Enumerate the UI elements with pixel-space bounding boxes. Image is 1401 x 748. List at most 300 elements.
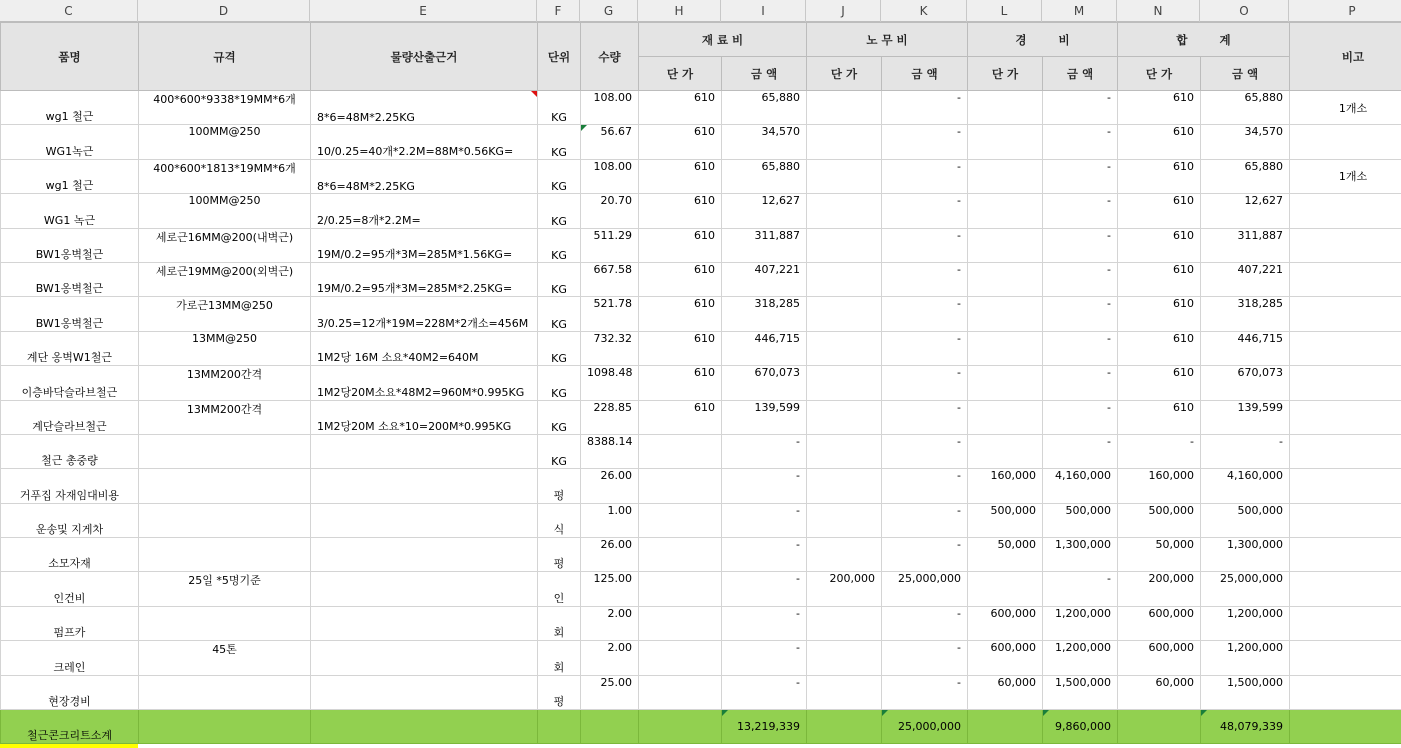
cell-calc-basis[interactable] — [311, 606, 538, 640]
cell-material-unit-price[interactable]: 610 — [639, 297, 722, 331]
cell-expense-amount[interactable]: - — [1043, 331, 1118, 365]
cell-material-unit-price[interactable] — [639, 572, 722, 606]
cell-material-amount[interactable]: 139,599 — [722, 400, 807, 434]
column-letter[interactable]: N — [1117, 0, 1200, 22]
header-note[interactable]: 비고 — [1290, 23, 1401, 91]
cell-spec[interactable] — [139, 503, 311, 537]
cell-expense-amount[interactable]: - — [1043, 366, 1118, 400]
cell-item[interactable]: wg1 철근 — [1, 159, 139, 193]
cell-unit[interactable]: KG — [538, 125, 581, 159]
cell-expense-unit-price[interactable]: 50,000 — [968, 538, 1043, 572]
cell-spec[interactable] — [139, 538, 311, 572]
cell-quantity[interactable]: 1.00 — [581, 503, 639, 537]
cell-expense-amount[interactable]: 1,300,000 — [1043, 538, 1118, 572]
cell-labor-unit-price[interactable] — [807, 297, 882, 331]
cell-labor-unit-price[interactable] — [807, 125, 882, 159]
cell-expense-unit-price[interactable]: 500,000 — [968, 503, 1043, 537]
cell-item[interactable]: 계단 옹벽W1철근 — [1, 331, 139, 365]
cell-material-unit-price[interactable] — [639, 469, 722, 503]
cell-expense-amount[interactable]: 1,500,000 — [1043, 675, 1118, 709]
cell-unit[interactable]: 평 — [538, 675, 581, 709]
cell-total-unit-price[interactable]: 500,000 — [1118, 503, 1201, 537]
cell-spec[interactable]: 25일 *5명기준 — [139, 572, 311, 606]
cell-labor-amount[interactable]: - — [882, 606, 968, 640]
column-letter[interactable]: O — [1200, 0, 1289, 22]
cell-labor-amount[interactable]: - — [882, 297, 968, 331]
cell-labor-unit-price[interactable] — [807, 262, 882, 296]
cell-labor-amount[interactable]: - — [882, 675, 968, 709]
cell-labor-unit-price[interactable] — [807, 538, 882, 572]
column-letter[interactable]: C — [0, 0, 138, 22]
cell-item[interactable]: 펌프카 — [1, 606, 139, 640]
cell-calc-basis[interactable]: 2/0.25=8개*2.2M= — [311, 194, 538, 228]
cell-total-amount[interactable]: - — [1201, 434, 1290, 468]
cell-material-amount[interactable]: - — [722, 606, 807, 640]
cell-labor-unit-price[interactable] — [807, 331, 882, 365]
cell-calc-basis[interactable] — [311, 572, 538, 606]
cell-total-amount[interactable]: 500,000 — [1201, 503, 1290, 537]
cell-unit[interactable]: 회 — [538, 606, 581, 640]
cell-total-unit-price[interactable]: 60,000 — [1118, 675, 1201, 709]
cell-total-amount[interactable]: 65,880 — [1201, 91, 1290, 125]
header-expense[interactable]: 경 비 — [968, 23, 1118, 57]
cell-material-unit-price[interactable] — [639, 606, 722, 640]
cell-note[interactable] — [1290, 538, 1401, 572]
highlighted-cell[interactable] — [0, 744, 138, 748]
cell-unit[interactable]: KG — [538, 91, 581, 125]
cell-expense-unit-price[interactable] — [968, 262, 1043, 296]
cell-total-amount[interactable]: 4,160,000 — [1201, 469, 1290, 503]
cell-expense-amount[interactable]: - — [1043, 228, 1118, 262]
cell-unit[interactable]: 식 — [538, 503, 581, 537]
cell-total-amount[interactable]: 1,500,000 — [1201, 675, 1290, 709]
cell-expense-amount[interactable]: - — [1043, 125, 1118, 159]
cell-total-amount[interactable]: 318,285 — [1201, 297, 1290, 331]
cell-expense-amount[interactable]: - — [1043, 297, 1118, 331]
cell-quantity[interactable]: 56.67 — [581, 125, 639, 159]
column-letter[interactable]: H — [638, 0, 721, 22]
cell-material-amount[interactable]: - — [722, 469, 807, 503]
cell-labor-unit-price[interactable] — [807, 606, 882, 640]
cell-expense-unit-price[interactable] — [968, 366, 1043, 400]
cell-expense-unit-price[interactable] — [968, 331, 1043, 365]
cell-note[interactable] — [1290, 675, 1401, 709]
cell-total-amount[interactable]: 12,627 — [1201, 194, 1290, 228]
cell-unit[interactable]: KG — [538, 194, 581, 228]
header-material-cost[interactable]: 재 료 비 — [639, 23, 807, 57]
cell-quantity[interactable]: 26.00 — [581, 469, 639, 503]
cell-note[interactable] — [1290, 228, 1401, 262]
cell-material-unit-price[interactable] — [639, 503, 722, 537]
cell-note[interactable] — [1290, 641, 1401, 675]
column-letter[interactable]: L — [967, 0, 1042, 22]
cell-labor-amount[interactable]: - — [882, 262, 968, 296]
cell-total-unit-price[interactable]: 610 — [1118, 366, 1201, 400]
cell-material-unit-price[interactable] — [639, 538, 722, 572]
cell-quantity[interactable]: 228.85 — [581, 400, 639, 434]
cell-unit[interactable]: KG — [538, 159, 581, 193]
cell-item[interactable]: WG1녹근 — [1, 125, 139, 159]
column-letter[interactable]: M — [1042, 0, 1117, 22]
cell-calc-basis[interactable] — [311, 469, 538, 503]
cell-spec[interactable]: 45톤 — [139, 641, 311, 675]
cell-unit[interactable]: 평 — [538, 538, 581, 572]
cell-expense-amount[interactable]: 500,000 — [1043, 503, 1118, 537]
cell-expense-unit-price[interactable] — [968, 434, 1043, 468]
cell-total-unit-price[interactable]: 610 — [1118, 400, 1201, 434]
cell-material-unit-price[interactable]: 610 — [639, 400, 722, 434]
cell-spec[interactable]: 400*600*9338*19MM*6개 — [139, 91, 311, 125]
cell-total-amount[interactable]: 139,599 — [1201, 400, 1290, 434]
cell-note[interactable] — [1290, 331, 1401, 365]
subtotal-empty-cell[interactable] — [581, 710, 639, 744]
cell-total-amount[interactable]: 407,221 — [1201, 262, 1290, 296]
cell-labor-amount[interactable]: - — [882, 125, 968, 159]
cell-calc-basis[interactable]: 8*6=48M*2.25KG — [311, 159, 538, 193]
header-expense-unit-price[interactable]: 단 가 — [968, 57, 1043, 91]
cell-labor-unit-price[interactable] — [807, 159, 882, 193]
cell-item[interactable]: 이층바닥슬라브철근 — [1, 366, 139, 400]
column-letter[interactable]: F — [537, 0, 580, 22]
cell-labor-unit-price[interactable]: 200,000 — [807, 572, 882, 606]
cell-total-amount[interactable]: 34,570 — [1201, 125, 1290, 159]
cell-note[interactable]: 1개소 — [1290, 91, 1401, 125]
cell-material-amount[interactable]: - — [722, 538, 807, 572]
cell-total-unit-price[interactable]: 610 — [1118, 262, 1201, 296]
cell-total-unit-price[interactable]: 610 — [1118, 228, 1201, 262]
subtotal-empty-cell[interactable] — [538, 710, 581, 744]
cell-labor-amount[interactable]: 25,000,000 — [882, 572, 968, 606]
cell-calc-basis[interactable]: 19M/0.2=95개*3M=285M*1.56KG= — [311, 228, 538, 262]
cell-labor-unit-price[interactable] — [807, 434, 882, 468]
header-unit[interactable]: 단위 — [538, 23, 581, 91]
subtotal-material-amount[interactable]: 13,219,339 — [722, 710, 807, 744]
cell-note[interactable] — [1290, 434, 1401, 468]
cell-note[interactable] — [1290, 572, 1401, 606]
cell-spec[interactable]: 세로근16MM@200(내벽근) — [139, 228, 311, 262]
cell-total-amount[interactable]: 25,000,000 — [1201, 572, 1290, 606]
cell-spec[interactable] — [139, 606, 311, 640]
cell-material-unit-price[interactable]: 610 — [639, 331, 722, 365]
cell-expense-unit-price[interactable] — [968, 194, 1043, 228]
cell-material-amount[interactable]: 670,073 — [722, 366, 807, 400]
cell-material-unit-price[interactable]: 610 — [639, 91, 722, 125]
cell-expense-amount[interactable]: 4,160,000 — [1043, 469, 1118, 503]
column-letter[interactable]: D — [138, 0, 310, 22]
cell-material-amount[interactable]: 446,715 — [722, 331, 807, 365]
cell-labor-amount[interactable]: - — [882, 366, 968, 400]
cell-calc-basis[interactable] — [311, 641, 538, 675]
cell-note[interactable] — [1290, 194, 1401, 228]
cell-expense-amount[interactable]: - — [1043, 194, 1118, 228]
cell-item[interactable]: 현장경비 — [1, 675, 139, 709]
cell-expense-amount[interactable]: - — [1043, 91, 1118, 125]
cell-note[interactable] — [1290, 469, 1401, 503]
cell-item[interactable]: BW1옹벽철근 — [1, 297, 139, 331]
cell-expense-amount[interactable]: - — [1043, 572, 1118, 606]
cell-unit[interactable]: KG — [538, 331, 581, 365]
cell-material-unit-price[interactable]: 610 — [639, 262, 722, 296]
header-item[interactable]: 품명 — [1, 23, 139, 91]
cell-expense-amount[interactable]: 1,200,000 — [1043, 606, 1118, 640]
cell-item[interactable]: 철근 총중량 — [1, 434, 139, 468]
cell-material-unit-price[interactable]: 610 — [639, 366, 722, 400]
cell-note[interactable] — [1290, 262, 1401, 296]
cell-spec[interactable]: 13MM200간격 — [139, 400, 311, 434]
cell-total-unit-price[interactable]: 50,000 — [1118, 538, 1201, 572]
header-labor-amount[interactable]: 금 액 — [882, 57, 968, 91]
cell-expense-amount[interactable]: - — [1043, 434, 1118, 468]
subtotal-total-amount[interactable]: 48,079,339 — [1201, 710, 1290, 744]
cell-item[interactable]: WG1 녹근 — [1, 194, 139, 228]
subtotal-empty-cell[interactable] — [639, 710, 722, 744]
subtotal-empty-cell[interactable] — [139, 710, 311, 744]
cell-calc-basis[interactable] — [311, 503, 538, 537]
cell-labor-unit-price[interactable] — [807, 675, 882, 709]
cell-unit[interactable]: 평 — [538, 469, 581, 503]
cell-material-unit-price[interactable]: 610 — [639, 228, 722, 262]
cell-total-unit-price[interactable]: 200,000 — [1118, 572, 1201, 606]
cell-spec[interactable]: 100MM@250 — [139, 194, 311, 228]
cell-item[interactable]: 인건비 — [1, 572, 139, 606]
cell-note[interactable] — [1290, 503, 1401, 537]
column-letter[interactable]: J — [806, 0, 881, 22]
cell-quantity[interactable]: 732.32 — [581, 331, 639, 365]
cell-expense-amount[interactable]: - — [1043, 262, 1118, 296]
cell-expense-amount[interactable]: - — [1043, 400, 1118, 434]
subtotal-empty-cell[interactable] — [807, 710, 882, 744]
header-labor-unit-price[interactable]: 단 가 — [807, 57, 882, 91]
column-letter[interactable]: G — [580, 0, 638, 22]
cell-material-amount[interactable]: - — [722, 434, 807, 468]
cell-expense-unit-price[interactable] — [968, 159, 1043, 193]
cell-spec[interactable]: 13MM200간격 — [139, 366, 311, 400]
cell-calc-basis[interactable]: 1M2당 16M 소요*40M2=640M — [311, 331, 538, 365]
cell-total-amount[interactable]: 1,200,000 — [1201, 606, 1290, 640]
cell-expense-unit-price[interactable] — [968, 228, 1043, 262]
cell-calc-basis[interactable]: 10/0.25=40개*2.2M=88M*0.56KG= — [311, 125, 538, 159]
header-total-unit-price[interactable]: 단 가 — [1118, 57, 1201, 91]
cell-total-unit-price[interactable]: 610 — [1118, 125, 1201, 159]
header-labor-cost[interactable]: 노 무 비 — [807, 23, 968, 57]
cell-calc-basis[interactable]: 8*6=48M*2.25KG — [311, 91, 538, 125]
cell-calc-basis[interactable] — [311, 538, 538, 572]
cell-total-unit-price[interactable]: 600,000 — [1118, 641, 1201, 675]
cell-expense-unit-price[interactable] — [968, 125, 1043, 159]
cell-expense-unit-price[interactable]: 600,000 — [968, 606, 1043, 640]
subtotal-label[interactable]: 철근콘크리트소계 — [1, 710, 139, 744]
table-row — [1, 297, 1401, 331]
cell-spec[interactable] — [139, 434, 311, 468]
cell-material-amount[interactable]: 12,627 — [722, 194, 807, 228]
cell-note[interactable] — [1290, 366, 1401, 400]
column-letter[interactable]: E — [310, 0, 537, 22]
cell-labor-amount[interactable]: - — [882, 331, 968, 365]
cell-material-amount[interactable]: 65,880 — [722, 159, 807, 193]
cell-quantity[interactable]: 108.00 — [581, 159, 639, 193]
cell-total-amount[interactable]: 1,300,000 — [1201, 538, 1290, 572]
cell-unit[interactable]: KG — [538, 228, 581, 262]
cell-material-unit-price[interactable]: 610 — [639, 125, 722, 159]
cell-spec[interactable]: 400*600*1813*19MM*6개 — [139, 159, 311, 193]
cell-quantity[interactable]: 25.00 — [581, 675, 639, 709]
header-expense-amount[interactable]: 금 액 — [1043, 57, 1118, 91]
cell-expense-unit-price[interactable]: 600,000 — [968, 641, 1043, 675]
subtotal-expense-amount[interactable]: 9,860,000 — [1043, 710, 1118, 744]
subtotal-empty-cell[interactable] — [968, 710, 1043, 744]
cell-labor-unit-price[interactable] — [807, 91, 882, 125]
cell-labor-amount[interactable]: - — [882, 194, 968, 228]
cell-labor-unit-price[interactable] — [807, 228, 882, 262]
cell-expense-unit-price[interactable] — [968, 572, 1043, 606]
cell-total-unit-price[interactable]: 610 — [1118, 297, 1201, 331]
cell-material-amount[interactable]: 34,570 — [722, 125, 807, 159]
cell-expense-amount[interactable]: - — [1043, 159, 1118, 193]
cell-labor-unit-price[interactable] — [807, 469, 882, 503]
cell-total-amount[interactable]: 670,073 — [1201, 366, 1290, 400]
cell-calc-basis[interactable]: 1M2당20M소요*48M2=960M*0.995KG — [311, 366, 538, 400]
subtotal-labor-amount[interactable]: 25,000,000 — [882, 710, 968, 744]
cell-calc-basis[interactable]: 19M/0.2=95개*3M=285M*2.25KG= — [311, 262, 538, 296]
cell-spec[interactable]: 가로근13MM@250 — [139, 297, 311, 331]
cell-labor-amount[interactable]: - — [882, 400, 968, 434]
cell-labor-amount[interactable]: - — [882, 641, 968, 675]
column-letter[interactable]: I — [721, 0, 806, 22]
cell-material-amount[interactable]: 318,285 — [722, 297, 807, 331]
cell-quantity[interactable]: 125.00 — [581, 572, 639, 606]
cell-total-unit-price[interactable]: 610 — [1118, 331, 1201, 365]
cell-labor-unit-price[interactable] — [807, 366, 882, 400]
cell-quantity[interactable]: 2.00 — [581, 606, 639, 640]
cell-unit[interactable]: KG — [538, 297, 581, 331]
cell-total-amount[interactable]: 65,880 — [1201, 159, 1290, 193]
cell-quantity[interactable]: 667.58 — [581, 262, 639, 296]
cell-note[interactable] — [1290, 297, 1401, 331]
cell-expense-unit-price[interactable] — [968, 400, 1043, 434]
column-letter[interactable]: P — [1289, 0, 1401, 22]
cell-material-unit-price[interactable]: 610 — [639, 159, 722, 193]
cell-spec[interactable] — [139, 675, 311, 709]
cell-item[interactable]: 운송및 지게차 — [1, 503, 139, 537]
cell-calc-basis[interactable] — [311, 434, 538, 468]
cell-item[interactable]: 거푸집 자재임대비용 — [1, 469, 139, 503]
cell-labor-amount[interactable]: - — [882, 503, 968, 537]
cell-quantity[interactable]: 20.70 — [581, 194, 639, 228]
cell-labor-amount[interactable]: - — [882, 538, 968, 572]
cell-labor-unit-price[interactable] — [807, 194, 882, 228]
header-quantity[interactable]: 수량 — [581, 23, 639, 91]
cell-unit[interactable]: 인 — [538, 572, 581, 606]
cell-labor-amount[interactable]: - — [882, 91, 968, 125]
cell-spec[interactable]: 세로근19MM@200(외벽근) — [139, 262, 311, 296]
cell-material-amount[interactable]: 407,221 — [722, 262, 807, 296]
cell-item[interactable]: BW1옹벽철근 — [1, 228, 139, 262]
cell-material-amount[interactable]: - — [722, 675, 807, 709]
cell-material-unit-price[interactable] — [639, 434, 722, 468]
cell-material-unit-price[interactable] — [639, 641, 722, 675]
cell-total-amount[interactable]: 311,887 — [1201, 228, 1290, 262]
cell-unit[interactable]: KG — [538, 434, 581, 468]
subtotal-empty-cell[interactable] — [1118, 710, 1201, 744]
cell-item[interactable]: BW1옹벽철근 — [1, 262, 139, 296]
cell-material-amount[interactable]: - — [722, 503, 807, 537]
cell-material-amount[interactable]: 65,880 — [722, 91, 807, 125]
cell-quantity[interactable]: 1098.48 — [581, 366, 639, 400]
cell-labor-unit-price[interactable] — [807, 641, 882, 675]
header-material-unit-price[interactable]: 단 가 — [639, 57, 722, 91]
cell-labor-amount[interactable]: - — [882, 469, 968, 503]
cell-quantity[interactable]: 511.29 — [581, 228, 639, 262]
cell-spec[interactable]: 100MM@250 — [139, 125, 311, 159]
cell-calc-basis[interactable]: 3/0.25=12개*19M=228M*2개소=456M — [311, 297, 538, 331]
subtotal-empty-cell[interactable] — [1290, 710, 1401, 744]
cell-note[interactable] — [1290, 125, 1401, 159]
subtotal-empty-cell[interactable] — [311, 710, 538, 744]
cell-total-unit-price[interactable]: 160,000 — [1118, 469, 1201, 503]
cell-expense-unit-price[interactable] — [968, 297, 1043, 331]
column-letter[interactable]: K — [881, 0, 967, 22]
cell-item[interactable]: wg1 철근 — [1, 91, 139, 125]
cell-total-unit-price[interactable]: 600,000 — [1118, 606, 1201, 640]
cell-quantity[interactable]: 2.00 — [581, 641, 639, 675]
cell-quantity[interactable]: 8388.14 — [581, 434, 639, 468]
cell-expense-unit-price[interactable] — [968, 91, 1043, 125]
cell-labor-amount[interactable]: - — [882, 228, 968, 262]
cell-unit[interactable]: KG — [538, 262, 581, 296]
cell-calc-basis[interactable] — [311, 675, 538, 709]
cell-labor-unit-price[interactable] — [807, 400, 882, 434]
header-calc-basis[interactable]: 물량산출근거 — [311, 23, 538, 91]
cell-labor-amount[interactable]: - — [882, 159, 968, 193]
cell-quantity[interactable]: 108.00 — [581, 91, 639, 125]
cell-spec[interactable] — [139, 469, 311, 503]
cell-unit[interactable]: KG — [538, 366, 581, 400]
cell-note[interactable]: 1개소 — [1290, 159, 1401, 193]
header-total-amount[interactable]: 금 액 — [1201, 57, 1290, 91]
cell-item[interactable]: 크레인 — [1, 641, 139, 675]
cell-total-unit-price[interactable]: - — [1118, 434, 1201, 468]
header-total[interactable]: 합 계 — [1118, 23, 1290, 57]
cell-material-amount[interactable]: - — [722, 641, 807, 675]
cell-spec[interactable]: 13MM@250 — [139, 331, 311, 365]
cell-item[interactable]: 계단슬라브철근 — [1, 400, 139, 434]
cell-expense-unit-price[interactable]: 160,000 — [968, 469, 1043, 503]
cell-expense-amount[interactable]: 1,200,000 — [1043, 641, 1118, 675]
cell-quantity[interactable]: 521.78 — [581, 297, 639, 331]
cell-unit[interactable]: KG — [538, 400, 581, 434]
cell-labor-amount[interactable]: - — [882, 434, 968, 468]
cell-material-unit-price[interactable]: 610 — [639, 194, 722, 228]
cell-calc-basis[interactable]: 1M2당20M 소요*10=200M*0.995KG — [311, 400, 538, 434]
header-material-amount[interactable]: 금 액 — [722, 57, 807, 91]
cell-expense-unit-price[interactable]: 60,000 — [968, 675, 1043, 709]
cell-material-amount[interactable]: - — [722, 572, 807, 606]
cell-material-amount[interactable]: 311,887 — [722, 228, 807, 262]
cell-unit[interactable]: 회 — [538, 641, 581, 675]
cell-item[interactable]: 소모자재 — [1, 538, 139, 572]
cell-labor-unit-price[interactable] — [807, 503, 882, 537]
cell-total-amount[interactable]: 1,200,000 — [1201, 641, 1290, 675]
cell-total-amount[interactable]: 446,715 — [1201, 331, 1290, 365]
cell-total-unit-price[interactable]: 610 — [1118, 159, 1201, 193]
cell-material-unit-price[interactable] — [639, 675, 722, 709]
cell-total-unit-price[interactable]: 610 — [1118, 91, 1201, 125]
cell-total-unit-price[interactable]: 610 — [1118, 194, 1201, 228]
header-spec[interactable]: 규격 — [139, 23, 311, 91]
cell-quantity[interactable]: 26.00 — [581, 538, 639, 572]
cell-note[interactable] — [1290, 606, 1401, 640]
cell-note[interactable] — [1290, 400, 1401, 434]
